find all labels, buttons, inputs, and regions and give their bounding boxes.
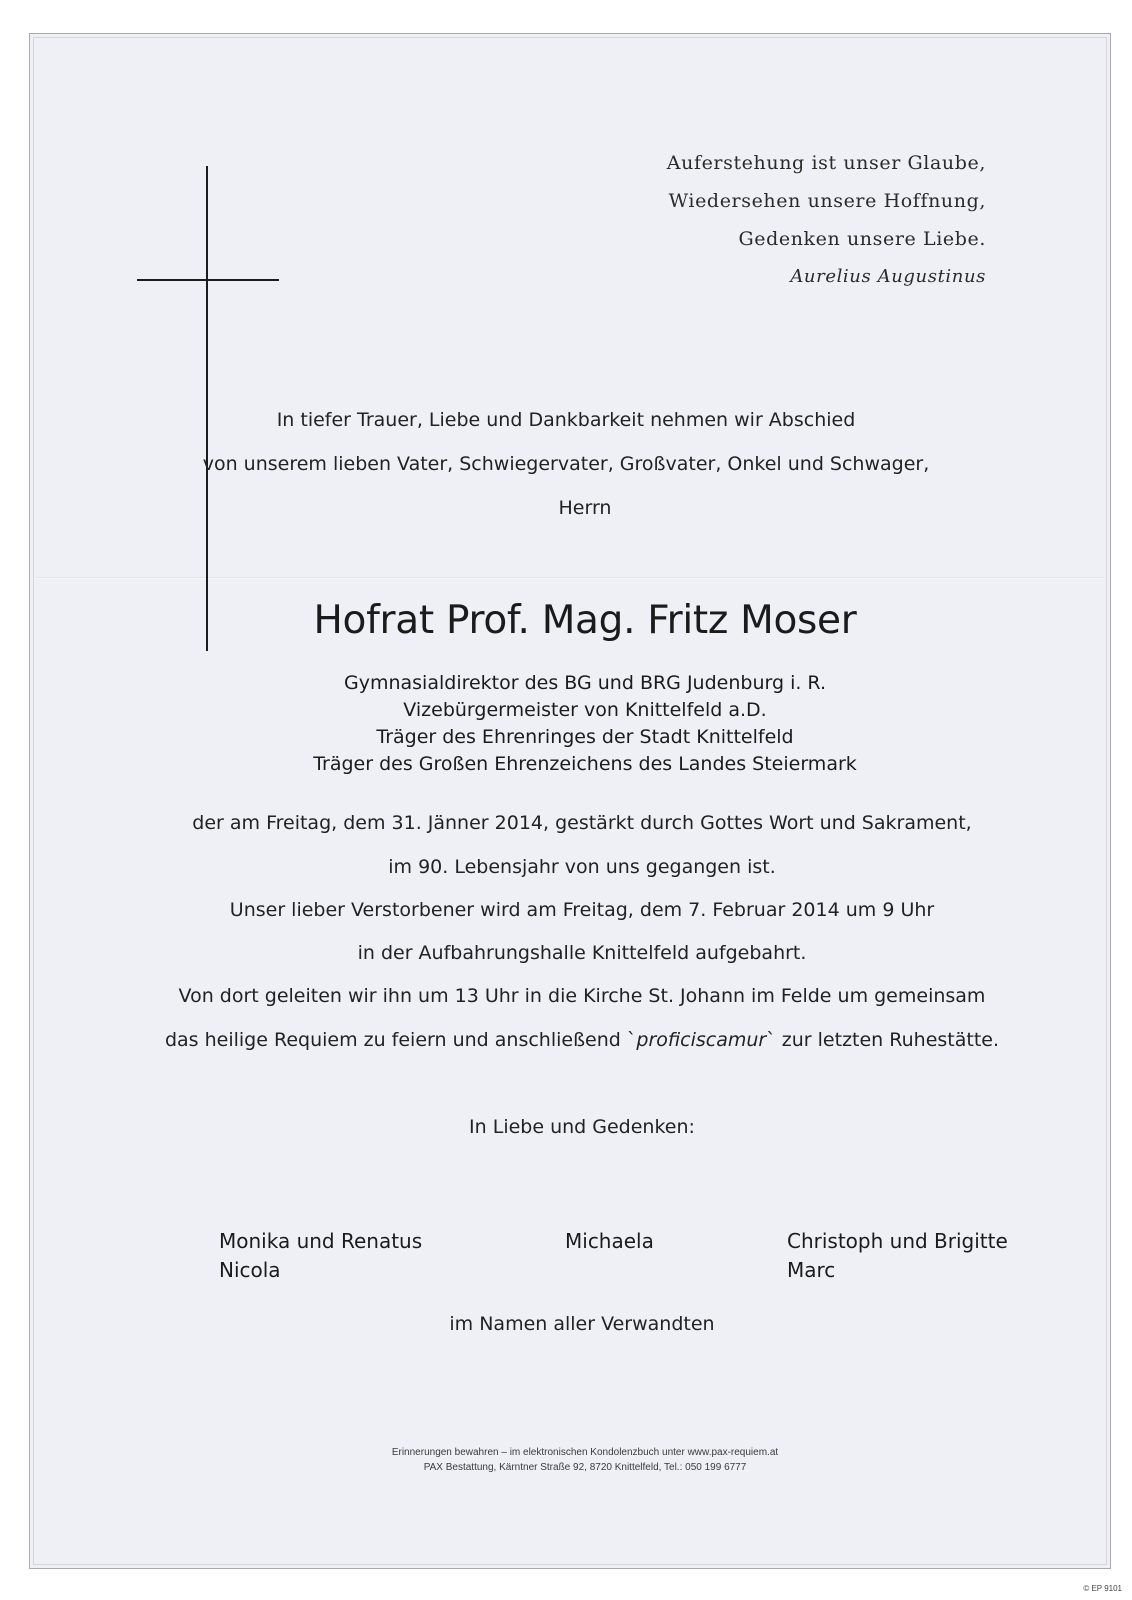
mourner-name: Michaela: [565, 1229, 654, 1253]
form-code: © EP 9101: [1083, 1584, 1122, 1593]
mourners-left: [219, 1227, 422, 1285]
mourner-name: Marc: [787, 1258, 836, 1282]
mourner-name: Nicola: [219, 1258, 281, 1282]
body-line: im 90. Lebensjahr von uns gegangen ist.: [388, 856, 776, 878]
mourners-center: [565, 1227, 654, 1256]
quote-line: Auferstehung ist unser Glaube,: [666, 152, 986, 174]
intro-line: In tiefer Trauer, Liebe und Dankbarkeit nehmen wir Abschied: [276, 409, 856, 431]
proficiscamur-term: proficiscamur: [636, 1029, 767, 1051]
footer-line: PAX Bestattung, Kärntner Straße 92, 8720 Knittelfeld, Tel.: 050 199 6777: [423, 1462, 747, 1473]
requiem-text: das heilige Requiem zu feiern und anschließend `: [164, 1029, 637, 1051]
relatives-line: im Namen aller Verwandten: [449, 1313, 715, 1335]
mourner-name: Christoph und Brigitte: [787, 1229, 1008, 1253]
title-line: Träger des Großen Ehrenzeichens des Landes Steiermark: [313, 753, 857, 775]
mourner-name: Monika und Renatus: [219, 1229, 423, 1253]
fold-line: [36, 577, 1104, 578]
intro-line: von unserem lieben Vater, Schwiegervater, Großvater, Onkel und Schwager,: [202, 453, 930, 475]
mourners-right: [787, 1227, 1008, 1285]
body-line-requiem: [16, 1029, 1132, 1051]
requiem-text-end: ` zur letzten Ruhestätte.: [766, 1029, 1000, 1051]
deceased-titles: [0, 670, 1132, 778]
memorial-quote: [667, 144, 986, 296]
body-line: in der Aufbahrungshalle Knittelfeld aufgebahrt.: [357, 942, 807, 964]
quote-line: Wiedersehen unsere Hoffnung,: [668, 190, 986, 212]
quote-author: Aurelius Augustinus: [790, 266, 986, 287]
body-line: der am Freitag, dem 31. Jänner 2014, gestärkt durch Gottes Wort und Sakrament,: [192, 812, 972, 834]
title-line: Gymnasialdirektor des BG und BRG Judenburg i. R.: [344, 672, 826, 694]
footer-line: Erinnerungen bewahren – im elektronischen Kondolenzbuch unter www.pax-requiem.at: [391, 1447, 779, 1458]
intro-salutation: Herrn: [558, 497, 612, 519]
deceased-name: Hofrat Prof. Mag. Fritz Moser: [313, 598, 857, 643]
body-line: Von dort geleiten wir ihn um 13 Uhr in die Kirche St. Johann im Felde um gemeinsam: [178, 985, 986, 1007]
footer: [0, 1445, 1132, 1475]
title-line: Vizebürgermeister von Knittelfeld a.D.: [403, 699, 767, 721]
body-line: Unser lieber Verstorbener wird am Freitag, dem 7. Februar 2014 um 9 Uhr: [229, 899, 935, 921]
title-line: Träger des Ehrenringes der Stadt Knittelfeld: [376, 726, 794, 748]
cross-icon-crossbar: [137, 279, 279, 281]
quote-line: Gedenken unsere Liebe.: [738, 228, 986, 250]
closing-line: In Liebe und Gedenken:: [469, 1116, 695, 1138]
